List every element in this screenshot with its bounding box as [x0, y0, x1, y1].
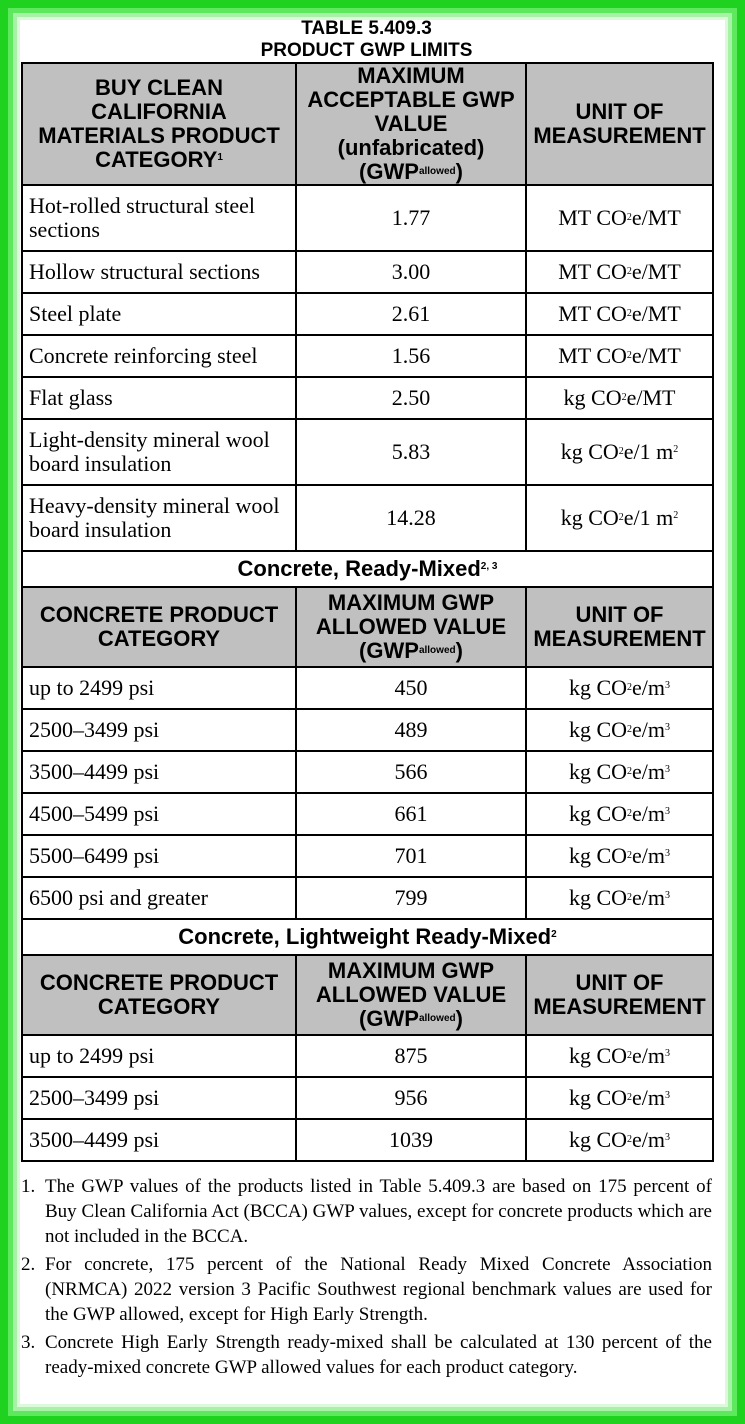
unit-cell [526, 251, 713, 293]
footnote-number: 1. [21, 1176, 36, 1197]
table-row [22, 709, 713, 751]
unit-cell [526, 751, 713, 793]
header-gwp-sub: allowed [418, 166, 456, 177]
footnote-3 [21, 1330, 712, 1380]
title-line-2: PRODUCT GWP LIMITS [260, 40, 473, 61]
table-row [22, 1077, 713, 1119]
header-gwp-close: ) [455, 159, 463, 184]
footnote-number: 2. [21, 1254, 36, 1275]
unit-subscript: 2 [627, 1092, 633, 1103]
unit-text: e/m [632, 1043, 666, 1068]
table-row [22, 877, 713, 919]
table-row [22, 293, 713, 335]
document-page [21, 18, 712, 1383]
unit-text: kg CO [568, 717, 628, 742]
section-ready-mixed [22, 551, 713, 587]
unit-text: e/MT [631, 343, 681, 368]
gwp-limits-table [21, 62, 714, 1162]
unit-subscript: 2 [627, 724, 633, 735]
section-lightweight-footnote: 2 [551, 929, 557, 940]
unit-subscript: 2 [627, 766, 633, 777]
unit-cell [526, 1035, 713, 1077]
unit-cell [526, 667, 713, 709]
value-cell: 1.77 [296, 185, 526, 251]
table1-header-row [22, 63, 713, 185]
category-cell: Light-density mineral wool board insulation [22, 419, 296, 485]
gwp-table-body [22, 63, 713, 1161]
unit-subscript: 2 [618, 512, 624, 523]
header-category: CONCRETE PRODUCT CATEGORY [22, 955, 296, 1035]
unit-text: e/MT [626, 385, 676, 410]
header-category-footnote: 1 [217, 152, 223, 163]
unit-text: MT CO [558, 205, 627, 230]
table-row [22, 377, 713, 419]
unit-subscript: 2 [626, 350, 632, 361]
category-cell: Hot-rolled structural steel sections [22, 185, 296, 251]
unit-subscript: 2 [626, 212, 632, 223]
category-cell: 6500 psi and greater [22, 877, 296, 919]
unit-cell [526, 377, 713, 419]
header-gwp-symbol: (GWP [359, 1006, 419, 1031]
value-cell: 2.61 [296, 293, 526, 335]
unit-text: e/MT [631, 259, 681, 284]
header-gwp-close: ) [455, 638, 463, 663]
unit-superscript: 3 [665, 1132, 671, 1143]
unit-superscript: 3 [665, 1090, 671, 1101]
unit-text: kg CO [568, 885, 628, 910]
value-cell: 450 [296, 667, 526, 709]
section-lightweight-label: Concrete, Lightweight Ready-Mixed [178, 924, 552, 949]
unit-cell [526, 835, 713, 877]
unit-text: e/1 m [623, 439, 674, 464]
unit-superscript: 3 [665, 1048, 671, 1059]
unit-text: e/m [632, 759, 666, 784]
unit-cell [526, 335, 713, 377]
header-gwp-text: MAXIMUM ACCEPTABLE GWP VALUE (unfabricated) [307, 63, 515, 160]
table-row [22, 1119, 713, 1161]
value-cell: 956 [296, 1077, 526, 1119]
section-ready-mixed-row [22, 551, 713, 587]
category-cell: Heavy-density mineral wool board insulation [22, 485, 296, 551]
unit-subscript: 2 [626, 266, 632, 277]
unit-text: e/MT [631, 205, 681, 230]
unit-subscript: 2 [626, 308, 632, 319]
footnote-2 [21, 1252, 712, 1327]
category-cell: Steel plate [22, 293, 296, 335]
category-cell: Flat glass [22, 377, 296, 419]
header-gwp-sub: allowed [418, 1013, 456, 1024]
unit-text: e/1 m [623, 505, 674, 530]
unit-text: e/m [632, 843, 666, 868]
footnote-1 [21, 1174, 712, 1249]
footnote-number: 3. [21, 1332, 36, 1353]
unit-subscript: 2 [627, 892, 633, 903]
unit-subscript: 2 [618, 446, 624, 457]
unit-superscript: 3 [665, 764, 671, 775]
unit-cell [526, 1077, 713, 1119]
unit-text: MT CO [558, 301, 627, 326]
unit-text: kg CO [568, 759, 628, 784]
table-row [22, 751, 713, 793]
value-cell: 701 [296, 835, 526, 877]
section-lightweight [22, 919, 713, 955]
unit-superscript: 3 [665, 806, 671, 817]
unit-superscript: 2 [673, 510, 679, 521]
unit-text: MT CO [558, 343, 627, 368]
header-gwp-close: ) [455, 1006, 463, 1031]
header-category-text: BUY CLEAN CALIFORNIA MATERIALS PRODUCT CATEGORY [38, 75, 280, 172]
value-cell: 566 [296, 751, 526, 793]
header-gwp-text: MAXIMUM GWP ALLOWED VALUE [315, 958, 507, 1007]
section-ready-mixed-footnote: 2, 3 [480, 561, 498, 572]
table-row [22, 485, 713, 551]
table-row [22, 667, 713, 709]
unit-text: e/m [632, 1085, 666, 1110]
unit-cell [526, 419, 713, 485]
unit-text: e/m [632, 675, 666, 700]
value-cell: 1039 [296, 1119, 526, 1161]
category-cell: 3500–4499 psi [22, 751, 296, 793]
unit-superscript: 3 [665, 890, 671, 901]
footnote-text: For concrete, 175 percent of the National Ready Mixed Concrete Association (NRMCA) 2022 version 3 Pacific Southwest regional benchmark values are used for the GWP allowed, except for High Early Strength. [45, 1254, 712, 1325]
table2-header-row [22, 587, 713, 667]
unit-text: kg CO [568, 1043, 628, 1068]
header-gwp-sub: allowed [418, 645, 456, 656]
header-unit: UNIT OF MEASUREMENT [526, 955, 713, 1035]
category-cell: up to 2499 psi [22, 1035, 296, 1077]
value-cell: 1.56 [296, 335, 526, 377]
unit-text: kg CO [568, 801, 628, 826]
unit-cell [526, 485, 713, 551]
unit-text: e/m [632, 801, 666, 826]
table3-header-row [22, 955, 713, 1035]
title-line-1: TABLE 5.409.3 [301, 18, 432, 39]
unit-text: kg CO [568, 1127, 628, 1152]
unit-text: kg CO [568, 843, 628, 868]
section-ready-mixed-label: Concrete, Ready-Mixed [237, 556, 481, 581]
category-cell: 2500–3499 psi [22, 1077, 296, 1119]
table-row [22, 419, 713, 485]
table-row [22, 793, 713, 835]
table-row [22, 335, 713, 377]
unit-text: kg CO [568, 675, 628, 700]
value-cell: 2.50 [296, 377, 526, 419]
table-row [22, 185, 713, 251]
header-gwp [296, 63, 526, 185]
category-cell: Hollow structural sections [22, 251, 296, 293]
unit-text: MT CO [558, 259, 627, 284]
value-cell: 14.28 [296, 485, 526, 551]
header-category: CONCRETE PRODUCT CATEGORY [22, 587, 296, 667]
value-cell: 489 [296, 709, 526, 751]
value-cell: 3.00 [296, 251, 526, 293]
unit-text: kg CO [563, 385, 622, 410]
footnote-text: The GWP values of the products listed in Table 5.409.3 are based on 175 percent of Buy Clean California Act (BCCA) GWP values, except for concrete products which are not included in the BCCA. [45, 1176, 712, 1247]
category-cell: up to 2499 psi [22, 667, 296, 709]
table-row [22, 1035, 713, 1077]
footnotes [21, 1174, 712, 1380]
unit-subscript: 2 [627, 1050, 633, 1061]
unit-cell [526, 185, 713, 251]
header-category [22, 63, 296, 185]
unit-text: e/m [632, 1127, 666, 1152]
footnote-text: Concrete High Early Strength ready-mixed shall be calculated at 130 percent of the ready-mixed concrete GWP allowed values for each product category. [45, 1332, 712, 1378]
unit-text: kg CO [568, 1085, 628, 1110]
header-gwp [296, 587, 526, 667]
table-row [22, 251, 713, 293]
header-gwp-symbol: (GWP [359, 159, 419, 184]
table-title [21, 18, 712, 62]
value-cell: 661 [296, 793, 526, 835]
unit-text: e/MT [631, 301, 681, 326]
unit-subscript: 2 [627, 850, 633, 861]
header-gwp [296, 955, 526, 1035]
header-gwp-text: MAXIMUM GWP ALLOWED VALUE [315, 590, 507, 639]
unit-cell [526, 293, 713, 335]
value-cell: 5.83 [296, 419, 526, 485]
unit-cell [526, 877, 713, 919]
unit-cell [526, 709, 713, 751]
unit-subscript: 2 [627, 1134, 633, 1145]
category-cell: 3500–4499 psi [22, 1119, 296, 1161]
header-unit: UNIT OF MEASUREMENT [526, 587, 713, 667]
value-cell: 875 [296, 1035, 526, 1077]
unit-superscript: 3 [665, 680, 671, 691]
section-lightweight-row [22, 919, 713, 955]
unit-subscript: 2 [627, 808, 633, 819]
unit-cell [526, 793, 713, 835]
header-gwp-symbol: (GWP [359, 638, 419, 663]
unit-superscript: 3 [665, 848, 671, 859]
table-row [22, 835, 713, 877]
unit-text: kg CO [560, 439, 619, 464]
category-cell: 4500–5499 psi [22, 793, 296, 835]
unit-text: e/m [632, 885, 666, 910]
unit-subscript: 2 [627, 682, 633, 693]
unit-text: e/m [632, 717, 666, 742]
category-cell: Concrete reinforcing steel [22, 335, 296, 377]
unit-subscript: 2 [621, 392, 627, 403]
unit-cell [526, 1119, 713, 1161]
category-cell: 2500–3499 psi [22, 709, 296, 751]
category-cell: 5500–6499 psi [22, 835, 296, 877]
unit-text: kg CO [560, 505, 619, 530]
unit-superscript: 2 [673, 444, 679, 455]
header-unit: UNIT OF MEASUREMENT [526, 63, 713, 185]
value-cell: 799 [296, 877, 526, 919]
unit-superscript: 3 [665, 722, 671, 733]
